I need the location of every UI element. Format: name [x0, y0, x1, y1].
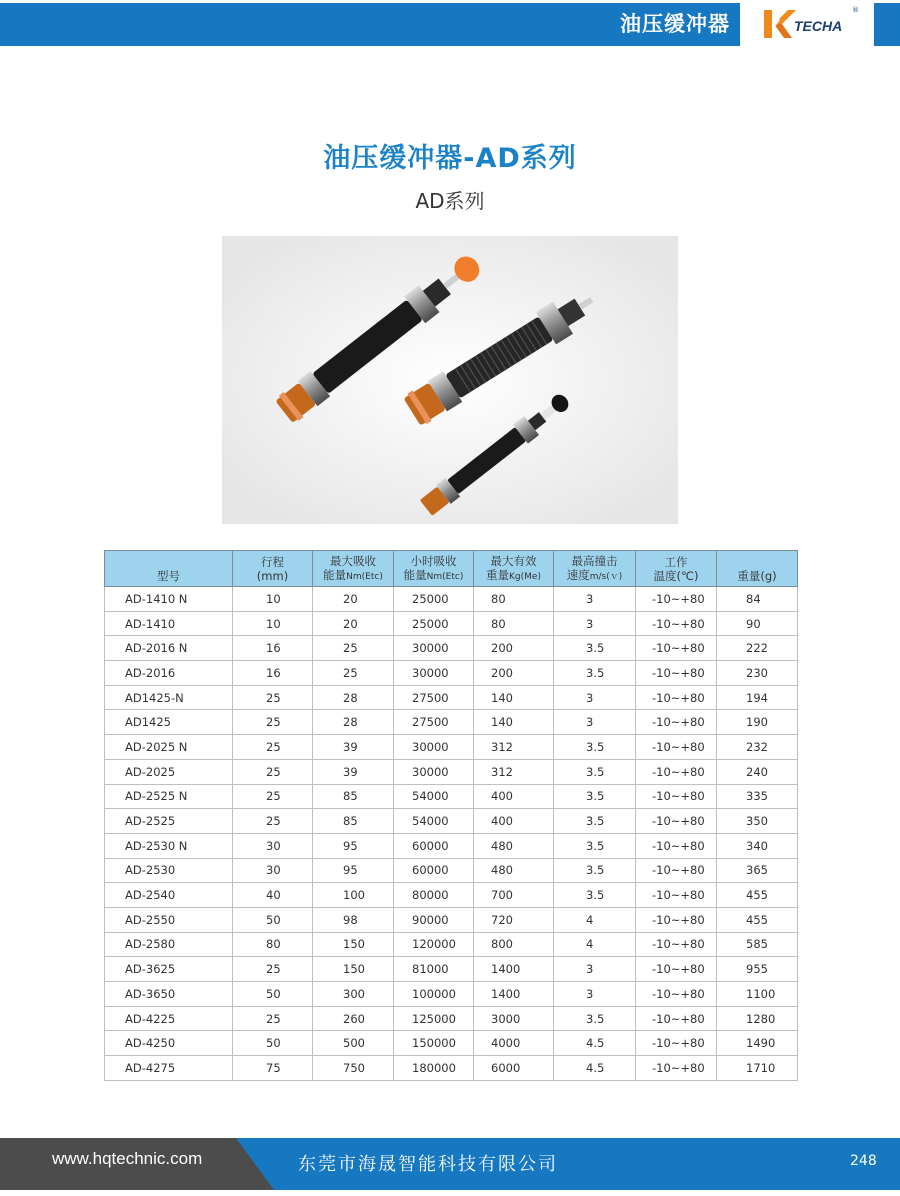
- header-cell-line2: 重量: [486, 567, 510, 582]
- table-row: [105, 685, 798, 710]
- spec-cell: 3.5: [554, 661, 636, 686]
- spec-cell: 50: [233, 982, 313, 1007]
- spec-cell: 25: [313, 661, 394, 686]
- spec-cell: 500: [313, 1031, 394, 1056]
- table-row: [105, 809, 798, 834]
- spec-cell: 27500: [394, 710, 474, 735]
- spec-cell: 25000: [394, 587, 474, 612]
- model-cell: AD-2530 N: [105, 833, 233, 858]
- spec-cell: 100000: [394, 982, 474, 1007]
- spec-cell: 125000: [394, 1006, 474, 1031]
- spec-cell: 3.5: [554, 858, 636, 883]
- spec-cell: 3.5: [554, 883, 636, 908]
- footer-url[interactable]: www.hqtechnic.com: [52, 1149, 203, 1168]
- spec-cell: 194: [717, 685, 798, 710]
- spec-cell: 1280: [717, 1006, 798, 1031]
- model-cell: AD-4275: [105, 1056, 233, 1081]
- spec-cell: 30000: [394, 759, 474, 784]
- page-number: 248: [850, 1153, 877, 1169]
- header-cell: [105, 551, 233, 587]
- spec-cell: -10~+80: [636, 858, 717, 883]
- header-cell: [474, 551, 554, 587]
- header-cell-unit: Kg(Me): [509, 571, 541, 582]
- footer-company: 东莞市海晟智能科技有限公司: [298, 1154, 558, 1175]
- spec-cell: -10~+80: [636, 784, 717, 809]
- spec-cell: 30: [233, 858, 313, 883]
- spec-cell: 30000: [394, 661, 474, 686]
- table-row: [105, 661, 798, 686]
- spec-cell: 84: [717, 587, 798, 612]
- table-row: [105, 957, 798, 982]
- table-row: [105, 982, 798, 1007]
- spec-cell: 150: [313, 957, 394, 982]
- spec-cell: 200: [474, 661, 554, 686]
- spec-cell: 200: [474, 636, 554, 661]
- registered-mark: ®: [852, 6, 859, 14]
- spec-cell: 140: [474, 710, 554, 735]
- spec-cell: 400: [474, 784, 554, 809]
- spec-cell: 1400: [474, 957, 554, 982]
- model-cell: AD-2580: [105, 932, 233, 957]
- model-cell: AD-4250: [105, 1031, 233, 1056]
- header-cell-line2: 能量: [403, 567, 427, 582]
- spec-cell: 3.5: [554, 833, 636, 858]
- table-row: [105, 858, 798, 883]
- header-cell-line1: 行程: [261, 554, 284, 569]
- spec-cell: 90: [717, 611, 798, 636]
- spec-cell: 98: [313, 907, 394, 932]
- spec-cell: 50: [233, 1031, 313, 1056]
- spec-cell: 50: [233, 907, 313, 932]
- table-row: [105, 735, 798, 760]
- spec-cell: 150: [313, 932, 394, 957]
- model-cell: AD1425: [105, 710, 233, 735]
- model-cell: AD-1410: [105, 611, 233, 636]
- brand-logo: [742, 0, 872, 48]
- header-cell: [554, 551, 636, 587]
- header-cell: [636, 551, 717, 587]
- spec-cell: -10~+80: [636, 710, 717, 735]
- spec-cell: 25: [233, 710, 313, 735]
- spec-cell: 54000: [394, 784, 474, 809]
- table-row: [105, 611, 798, 636]
- spec-cell: -10~+80: [636, 883, 717, 908]
- spec-cell: 3000: [474, 1006, 554, 1031]
- spec-cell: -10~+80: [636, 661, 717, 686]
- table-row: [105, 1031, 798, 1056]
- spec-cell: 230: [717, 661, 798, 686]
- spec-cell: 80: [233, 932, 313, 957]
- spec-cell: 955: [717, 957, 798, 982]
- spec-cell: 20: [313, 587, 394, 612]
- spec-cell: 30000: [394, 735, 474, 760]
- spec-cell: 30000: [394, 636, 474, 661]
- spec-cell: 3: [554, 957, 636, 982]
- spec-cell: 85: [313, 784, 394, 809]
- spec-cell: 81000: [394, 957, 474, 982]
- table-row: [105, 784, 798, 809]
- spec-cell: -10~+80: [636, 809, 717, 834]
- header-cell-line1: 小时吸收: [410, 553, 457, 568]
- table-row: [105, 833, 798, 858]
- table-row: [105, 636, 798, 661]
- spec-cell: -10~+80: [636, 685, 717, 710]
- model-cell: AD-2540: [105, 883, 233, 908]
- spec-cell: 25: [313, 636, 394, 661]
- spec-cell: 3: [554, 611, 636, 636]
- spec-cell: -10~+80: [636, 759, 717, 784]
- model-cell: AD1425-N: [105, 685, 233, 710]
- header-cell-unit: m/s(ｖ): [589, 571, 623, 582]
- spec-cell: -10~+80: [636, 907, 717, 932]
- spec-cell: -10~+80: [636, 1056, 717, 1081]
- table-row: [105, 1056, 798, 1081]
- spec-cell: 340: [717, 833, 798, 858]
- spec-cell: 6000: [474, 1056, 554, 1081]
- header-cell-line2: 能量: [323, 567, 347, 582]
- spec-cell: 25: [233, 735, 313, 760]
- spec-cell: 16: [233, 636, 313, 661]
- spec-cell: 25: [233, 784, 313, 809]
- header-cell-line2: 速度: [566, 567, 590, 582]
- spec-cell: 335: [717, 784, 798, 809]
- spec-cell: 25: [233, 809, 313, 834]
- shock-absorber-image: [222, 236, 678, 524]
- spec-cell: 100: [313, 883, 394, 908]
- header-cell-unit: Nm(Etc): [346, 571, 383, 582]
- model-cell: AD-4225: [105, 1006, 233, 1031]
- spec-cell: 16: [233, 661, 313, 686]
- spec-cell: 3: [554, 982, 636, 1007]
- page-title: 油压缓冲器-AD系列: [323, 143, 577, 174]
- header-bar-right: [874, 3, 900, 46]
- spec-cell: -10~+80: [636, 1006, 717, 1031]
- spec-cell: -10~+80: [636, 833, 717, 858]
- spec-cell: 4: [554, 932, 636, 957]
- spec-cell: 1400: [474, 982, 554, 1007]
- table-row: [105, 907, 798, 932]
- model-cell: AD-2525 N: [105, 784, 233, 809]
- spec-cell: 27500: [394, 685, 474, 710]
- spec-cell: 455: [717, 883, 798, 908]
- spec-cell: 3.5: [554, 784, 636, 809]
- spec-cell: 40: [233, 883, 313, 908]
- spec-cell: 312: [474, 759, 554, 784]
- spec-cell: 80000: [394, 883, 474, 908]
- model-cell: AD-2525: [105, 809, 233, 834]
- spec-cell: 3.5: [554, 636, 636, 661]
- spec-cell: 365: [717, 858, 798, 883]
- model-cell: AD-2016: [105, 661, 233, 686]
- spec-cell: 3: [554, 587, 636, 612]
- spec-cell: 20: [313, 611, 394, 636]
- spec-cell: 120000: [394, 932, 474, 957]
- spec-cell: 90000: [394, 907, 474, 932]
- spec-cell: 25000: [394, 611, 474, 636]
- spec-cell: 240: [717, 759, 798, 784]
- spec-cell: 25: [233, 685, 313, 710]
- spec-cell: 312: [474, 735, 554, 760]
- spec-cell: 10: [233, 587, 313, 612]
- table-row: [105, 932, 798, 957]
- spec-cell: 28: [313, 685, 394, 710]
- spec-cell: 140: [474, 685, 554, 710]
- spec-cell: 4.5: [554, 1056, 636, 1081]
- spec-cell: 455: [717, 907, 798, 932]
- spec-cell: 1710: [717, 1056, 798, 1081]
- spec-cell: 480: [474, 858, 554, 883]
- spec-cell: 4.5: [554, 1031, 636, 1056]
- header-cell: [717, 551, 798, 587]
- spec-cell: 232: [717, 735, 798, 760]
- spec-cell: 25: [233, 957, 313, 982]
- spec-cell: 180000: [394, 1056, 474, 1081]
- model-cell: AD-3650: [105, 982, 233, 1007]
- spec-cell: 150000: [394, 1031, 474, 1056]
- header-cell-line1: 最高撞击: [571, 553, 618, 568]
- spec-cell: 4: [554, 907, 636, 932]
- spec-cell: 3: [554, 710, 636, 735]
- logo-text: TECHA: [794, 18, 843, 34]
- spec-cell: 300: [313, 982, 394, 1007]
- spec-cell: 3.5: [554, 735, 636, 760]
- header-cell: [313, 551, 394, 587]
- spec-cell: -10~+80: [636, 611, 717, 636]
- spec-cell: 400: [474, 809, 554, 834]
- spec-cell: -10~+80: [636, 587, 717, 612]
- spec-cell: 80: [474, 611, 554, 636]
- model-cell: AD-2016 N: [105, 636, 233, 661]
- model-cell: AD-2025 N: [105, 735, 233, 760]
- header-title: 油压缓冲器: [620, 12, 730, 36]
- model-cell: AD-2530: [105, 858, 233, 883]
- spec-cell: 190: [717, 710, 798, 735]
- spec-table: [104, 550, 798, 1081]
- header-cell: [233, 551, 313, 587]
- spec-table-body: [105, 587, 798, 1081]
- spec-cell: 3.5: [554, 809, 636, 834]
- header-cell: [394, 551, 474, 587]
- spec-cell: 4000: [474, 1031, 554, 1056]
- spec-cell: 260: [313, 1006, 394, 1031]
- spec-cell: 350: [717, 809, 798, 834]
- ktecha-logo-icon: [762, 8, 796, 40]
- spec-cell: 700: [474, 883, 554, 908]
- page-subtitle: AD系列: [415, 189, 485, 213]
- spec-cell: 25: [233, 1006, 313, 1031]
- spec-cell: 585: [717, 932, 798, 957]
- header-cell-line1: 工作: [664, 554, 688, 569]
- header-cell-unit: Nm(Etc): [426, 571, 464, 582]
- spec-cell: 60000: [394, 833, 474, 858]
- model-cell: AD-2550: [105, 907, 233, 932]
- spec-cell: 480: [474, 833, 554, 858]
- table-row: [105, 759, 798, 784]
- model-cell: AD-2025: [105, 759, 233, 784]
- spec-cell: 54000: [394, 809, 474, 834]
- spec-cell: 3.5: [554, 759, 636, 784]
- spec-cell: -10~+80: [636, 1031, 717, 1056]
- header-cell-line2: 重量(g): [737, 568, 777, 583]
- spec-cell: 1490: [717, 1031, 798, 1056]
- header-cell-line1: 最大有效: [490, 553, 537, 568]
- spec-cell: 39: [313, 759, 394, 784]
- table-row: [105, 1006, 798, 1031]
- spec-cell: 720: [474, 907, 554, 932]
- spec-cell: 30: [233, 833, 313, 858]
- spec-cell: 1100: [717, 982, 798, 1007]
- table-header-row: [105, 551, 798, 587]
- spec-cell: 25: [233, 759, 313, 784]
- header-cell-line2: (mm): [256, 568, 289, 583]
- spec-cell: 60000: [394, 858, 474, 883]
- spec-cell: 80: [474, 587, 554, 612]
- spec-cell: 3.5: [554, 1006, 636, 1031]
- header-cell-line1: 最大吸收: [330, 553, 376, 568]
- spec-cell: 85: [313, 809, 394, 834]
- table-row: [105, 883, 798, 908]
- spec-cell: 750: [313, 1056, 394, 1081]
- header-cell-line2: 温度(℃): [653, 568, 699, 583]
- spec-cell: 75: [233, 1056, 313, 1081]
- model-cell: AD-1410 N: [105, 587, 233, 612]
- table-row: [105, 587, 798, 612]
- spec-cell: -10~+80: [636, 636, 717, 661]
- header-cell-line2: 型号: [157, 568, 180, 583]
- spec-cell: -10~+80: [636, 982, 717, 1007]
- spec-cell: 95: [313, 833, 394, 858]
- spec-cell: -10~+80: [636, 735, 717, 760]
- spec-cell: 28: [313, 710, 394, 735]
- spec-cell: 3: [554, 685, 636, 710]
- spec-cell: 10: [233, 611, 313, 636]
- spec-cell: 222: [717, 636, 798, 661]
- spec-cell: -10~+80: [636, 932, 717, 957]
- table-row: [105, 710, 798, 735]
- spec-cell: 95: [313, 858, 394, 883]
- spec-cell: 800: [474, 932, 554, 957]
- spec-cell: 39: [313, 735, 394, 760]
- model-cell: AD-3625: [105, 957, 233, 982]
- spec-cell: -10~+80: [636, 957, 717, 982]
